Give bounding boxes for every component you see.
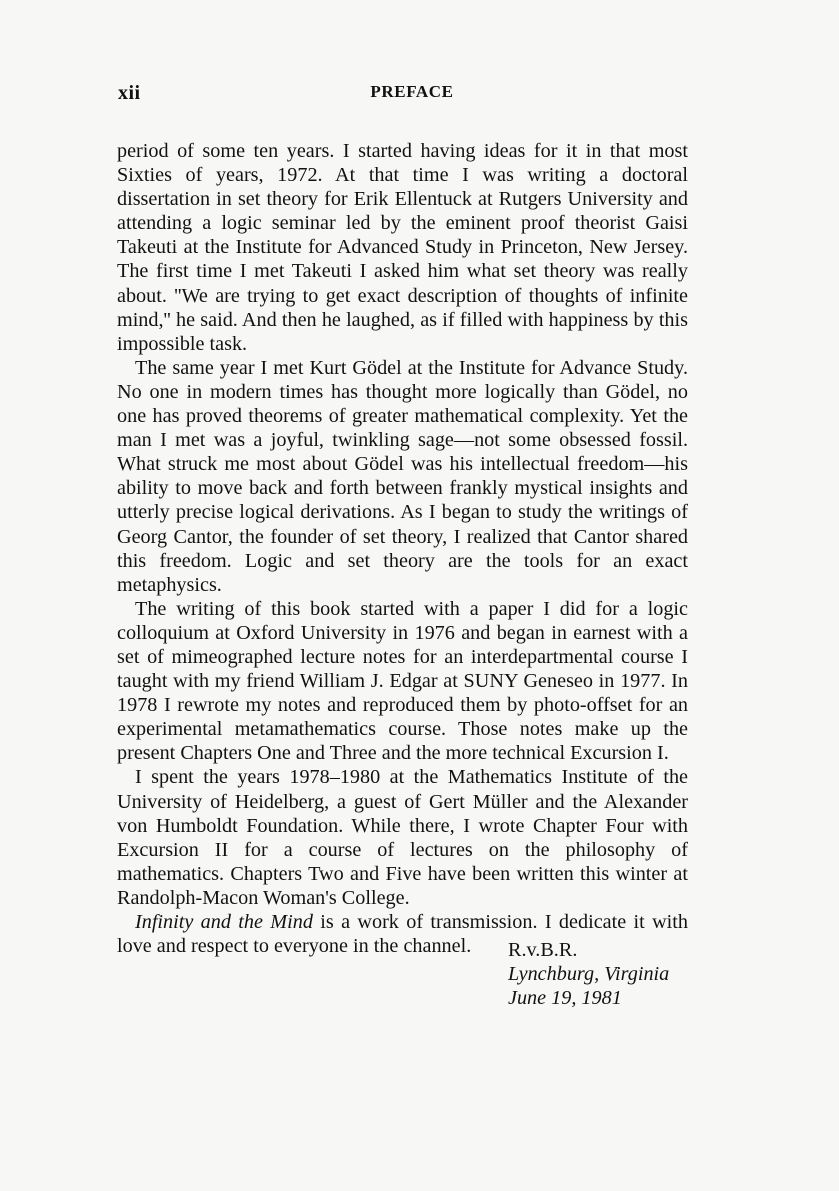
preface-body bbox=[117, 139, 688, 958]
running-head: PREFACE bbox=[370, 82, 454, 101]
paragraph-5-text: is a work of transmission. I dedicate it with love and respect to everyone in the channel. bbox=[117, 911, 688, 958]
signature-block bbox=[508, 938, 669, 1010]
page-number: xii bbox=[118, 82, 141, 104]
signature-date: June 19, 1981 bbox=[508, 987, 622, 1010]
paragraph-4: I spent the years 1978–1980 at the Mathematics Institute of the University of Heidelberg, a guest of Gert Müller and the Alexander von Humboldt Foundation. While there, I wrote Chapter Four with Excursion II for a course of lectures on the philosophy of mathematics. Chapters Two and Five have been written this winter at Randolph-Macon Woman's College. bbox=[117, 766, 688, 909]
book-title: Infinity and the Mind bbox=[135, 911, 313, 933]
page-header bbox=[118, 82, 688, 106]
signature-place: Lynchburg, Virginia bbox=[508, 963, 670, 986]
paragraph-3: The writing of this book started with a paper I did for a logic colloquium at Oxford University in 1976 and began in earnest with a set of mimeographed lecture notes for an interdepartmental course I taught with my friend William J. Edgar at SUNY Geneseo in 1977. In 1978 I rewrote my notes and reproduced them by photo-offset for an experimental metamathematics course. Those notes make up the present Chapters One and Three and the more technical Excursion I. bbox=[117, 597, 688, 765]
paragraph-1: period of some ten years. I started having ideas for it in that most Sixties of years, 1972. At that time I was writing a doctoral dissertation in set theory for Erik Ellentuck at Rutgers University and attending a logic seminar led by the eminent proof theorist Gaisi Takeuti at the Institute for Advanced Study in Princeton, New Jersey. The first time I met Takeuti I asked him what set theory was really about. ''We are trying to get exact description of thoughts of infinite mind,'' he said. And then he laughed, as if filled with happiness by this impossible task. bbox=[117, 140, 688, 355]
author-initials: R.v.B.R. bbox=[508, 939, 578, 961]
paragraph-2: The same year I met Kurt Gödel at the Institute for Advance Study. No one in modern times has thought more logically than Gödel, no one has proved theorems of greater mathematical complexity. Yet the man I met was a joyful, twinkling sage—not some obsessed fossil. What struck me most about Gödel was his intellectual freedom—his ability to move back and forth between frankly mystical insights and utterly precise logical derivations. As I began to study the writings of Georg Cantor, the founder of set theory, I realized that Cantor shared this freedom. Logic and set theory are the tools for an exact metaphysics. bbox=[117, 356, 688, 596]
